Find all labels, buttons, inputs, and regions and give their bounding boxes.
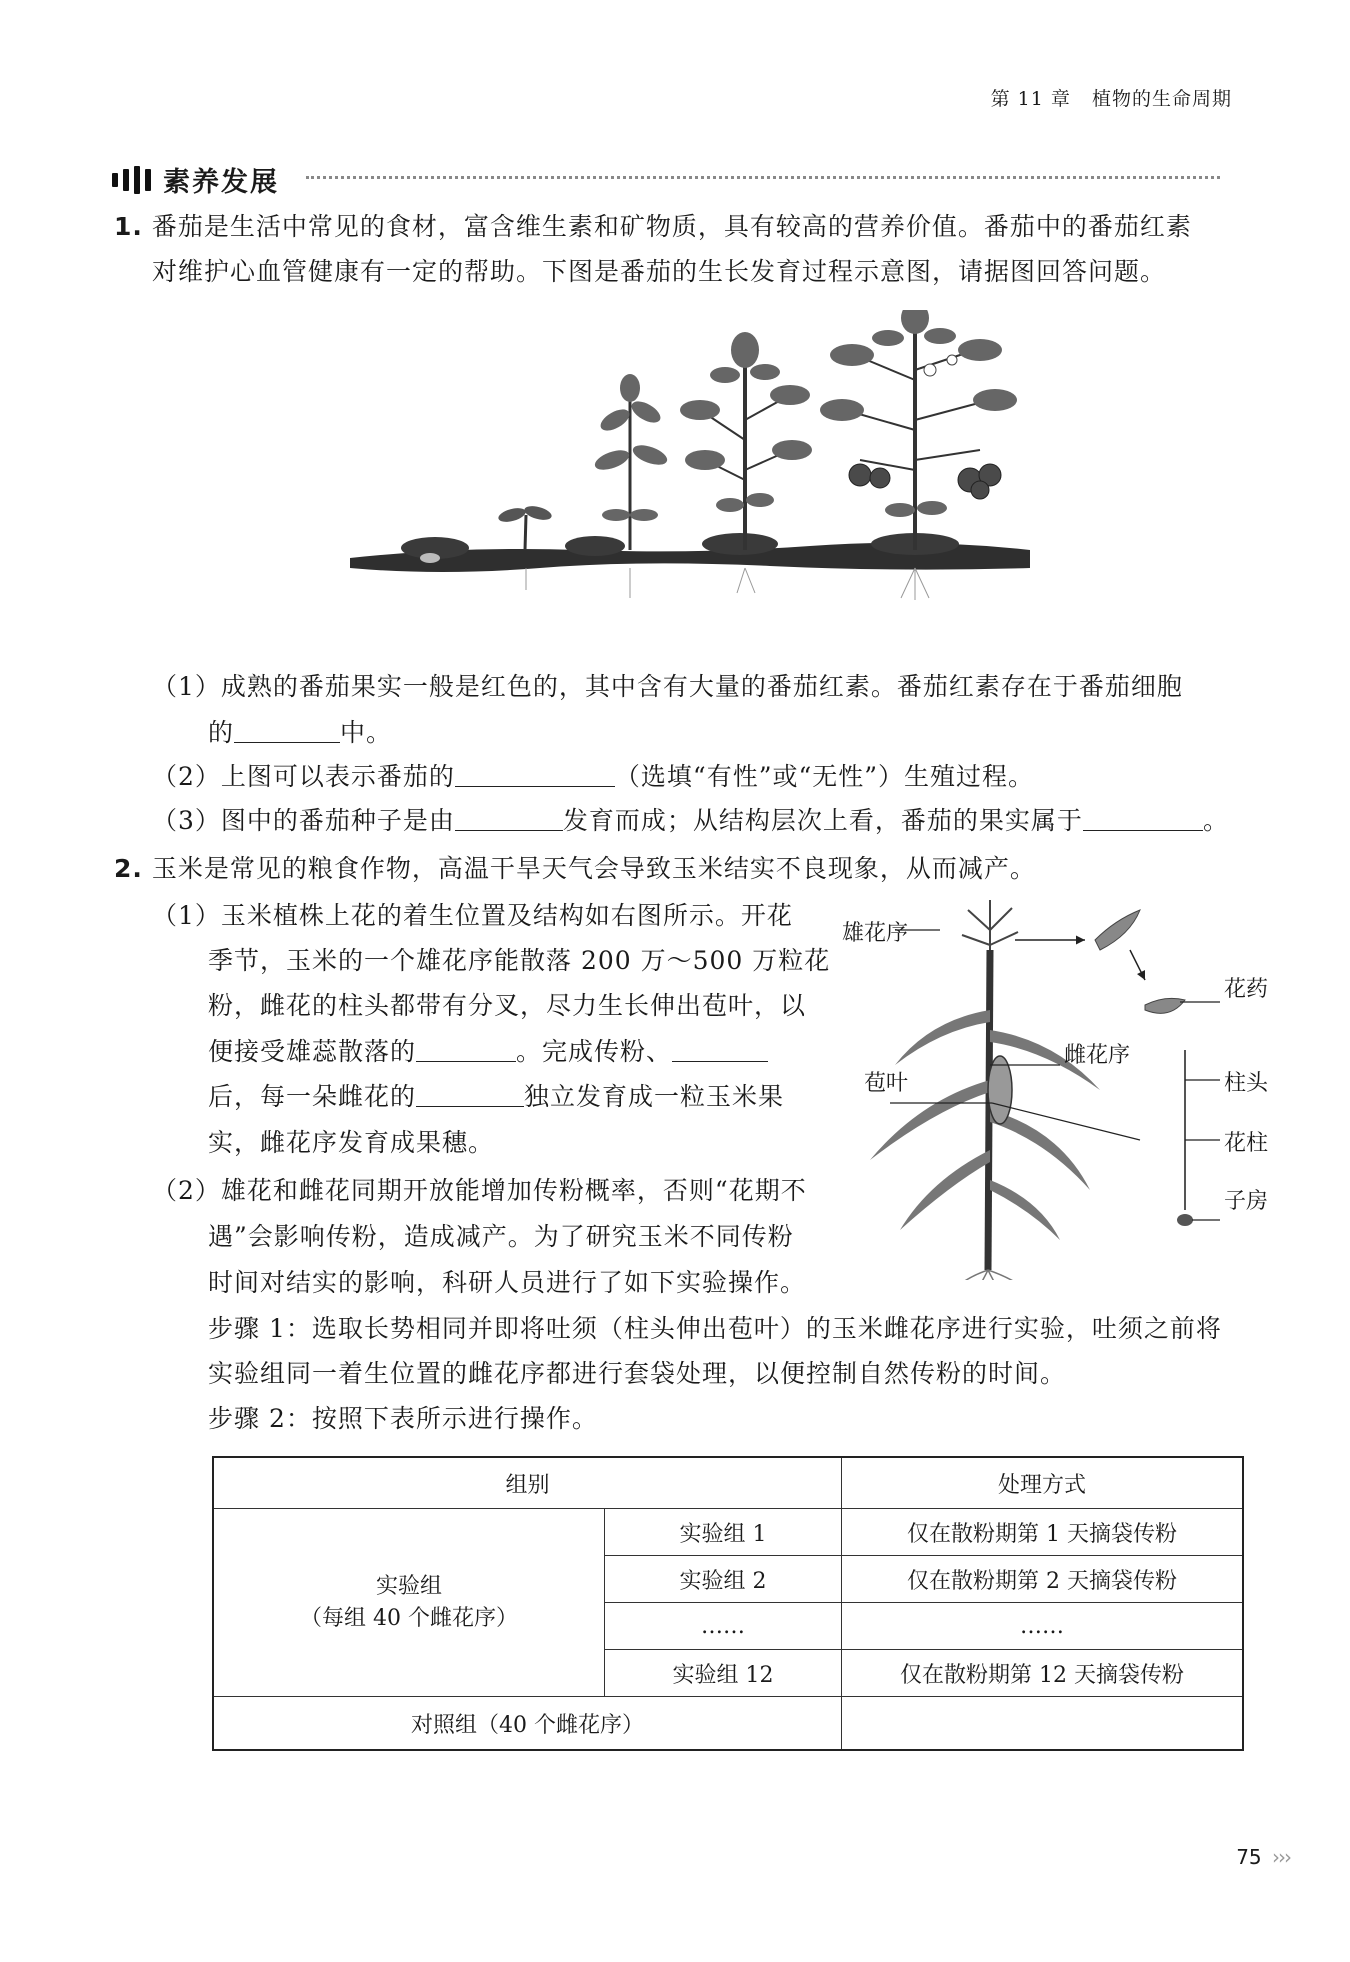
q1-part2-text-pre: （2）上图可以表示番茄的 — [152, 762, 455, 791]
running-header — [991, 84, 1232, 111]
q2-part1-l5-pre: 后，每一朵雌花的 — [208, 1082, 417, 1111]
q2-part1-line3: 粉，雌花的柱头都带有分叉，尽力生长伸出苞叶，以 — [208, 991, 807, 1020]
label-bract: 苞叶 — [864, 1071, 909, 1096]
answer-blank[interactable] — [455, 760, 615, 787]
q2-step2: 步骤 2：按照下表所示进行操作。 — [208, 1404, 598, 1433]
label-male-inflorescence: 雄花序 — [842, 921, 909, 946]
q1-part3-text-post: 。 — [1202, 806, 1229, 835]
q2-part2-line1: （2）雄花和雌花同期开放能增加传粉概率，否则“花期不 — [152, 1176, 807, 1205]
q2-part1-l4-mid: 。完成传粉、 — [516, 1037, 673, 1066]
method-cell: 仅在散粉期第 2 天摘袋传粉 — [842, 1556, 1244, 1603]
group-name-cell: 实验组 1 — [605, 1509, 842, 1556]
q2-part1-line6: 实，雌花序发育成果穗。 — [208, 1128, 495, 1157]
page-number: 75 — [1236, 1845, 1262, 1869]
q2-part1-line1: （1）玉米植株上花的着生位置及结构如右图所示。开花 — [152, 901, 793, 930]
section-heading — [112, 160, 279, 199]
q2-part2-line2: 遇”会影响传粉，造成减产。为了研究玉米不同传粉 — [208, 1222, 794, 1251]
page-footer — [1236, 1845, 1290, 1869]
dotted-divider — [306, 176, 1220, 179]
young-plant-icon — [592, 374, 669, 550]
group-name-cell: …… — [605, 1603, 842, 1650]
bars-icon — [112, 166, 151, 194]
q1-part2-text-post: （选填“有性”或“无性”）生殖过程。 — [614, 762, 1035, 791]
group-name-cell: 实验组 2 — [605, 1556, 842, 1603]
q1-stem-text1: 番茄是生活中常见的食材，富含维生素和矿物质，具有较高的营养价值。番茄中的番茄红素 — [151, 212, 1192, 241]
table-header-method: 处理方式 — [842, 1457, 1244, 1509]
q2-stem — [114, 850, 1036, 888]
answer-blank[interactable] — [234, 716, 340, 743]
tomato-growth-figure — [340, 310, 1040, 620]
table-row — [213, 1509, 1243, 1556]
q2-step1-line1: 步骤 1：选取长势相同并即将吐须（柱头伸出苞叶）的玉米雌花序进行实验，吐须之前将 — [208, 1314, 1222, 1343]
answer-blank[interactable] — [416, 1035, 516, 1062]
q1-part1-text-post: 中。 — [340, 718, 393, 747]
chapter-number: 第 11 章 — [990, 88, 1071, 110]
q2-stem-text: 玉米是常见的粮食作物，高温干旱天气会导致玉米结实不良现象，从而减产。 — [151, 854, 1036, 883]
experiment-table — [212, 1456, 1244, 1751]
q1-part2 — [152, 758, 1034, 796]
q1-part1-line1: （1）成熟的番茄果实一般是红色的，其中含有大量的番茄红素。番茄红素存在于番茄细胞 — [152, 672, 1183, 701]
experimental-group-note: （每组 40 个雌花序） — [300, 1605, 518, 1631]
chevrons-icon: ››› — [1272, 1845, 1290, 1869]
q1-part3 — [152, 802, 1229, 840]
q2-step1-line2: 实验组同一着生位置的雌花序都进行套袋处理，以便控制自然传粉的时间。 — [208, 1359, 1067, 1388]
q1-stem-line2: 对维护心血管健康有一定的帮助。下图是番茄的生长发育过程示意图，请据图回答问题。 — [152, 257, 1167, 286]
method-cell: 仅在散粉期第 1 天摘袋传粉 — [842, 1509, 1244, 1556]
answer-blank[interactable] — [672, 1035, 768, 1062]
q2-part1-line5 — [208, 1078, 784, 1116]
experimental-group-cell — [213, 1509, 605, 1697]
section-title: 素养发展 — [163, 167, 279, 198]
group-name-cell: 实验组 12 — [605, 1650, 842, 1697]
label-style: 花柱 — [1224, 1131, 1269, 1156]
tassel-icon — [962, 900, 1018, 950]
table-header-group: 组别 — [213, 1457, 842, 1509]
seedling-icon — [497, 504, 553, 550]
chapter-title: 植物的生命周期 — [1091, 88, 1232, 110]
answer-blank[interactable] — [1083, 804, 1203, 831]
q1-number: 1. — [114, 212, 143, 241]
q2-part1-l4-pre: 便接受雄蕊散落的 — [208, 1037, 417, 1066]
method-cell: 仅在散粉期第 12 天摘袋传粉 — [842, 1650, 1244, 1697]
fruiting-plant-icon — [820, 310, 1017, 550]
method-cell: …… — [842, 1603, 1244, 1650]
growing-plant-icon — [680, 332, 812, 550]
q1-part1-text-pre: 的 — [208, 718, 235, 747]
q1-part1-line2 — [208, 714, 392, 752]
control-method-cell — [842, 1697, 1244, 1751]
q2-part1-line2: 季节，玉米的一个雄花序能散落 200 万～500 万粒花 — [208, 946, 831, 975]
q2-number: 2. — [114, 854, 143, 883]
table-row — [213, 1697, 1243, 1751]
control-group-cell: 对照组（40 个雌花序） — [213, 1697, 842, 1751]
answer-blank[interactable] — [416, 1080, 524, 1107]
label-female-inflorescence: 雌花序 — [1064, 1043, 1131, 1068]
q1-stem-line1 — [114, 208, 1192, 246]
label-anther: 花药 — [1224, 977, 1269, 1002]
answer-blank[interactable] — [455, 804, 563, 831]
experimental-group-label: 实验组 — [375, 1573, 442, 1599]
q2-part1-l5-post: 独立发育成一粒玉米果 — [524, 1082, 785, 1111]
q2-part2-line3: 时间对结实的影响，科研人员进行了如下实验操作。 — [208, 1268, 807, 1297]
label-stigma: 柱头 — [1224, 1071, 1269, 1096]
label-ovary: 子房 — [1224, 1189, 1269, 1214]
q1-part3-text-pre: （3）图中的番茄种子是由 — [152, 806, 455, 835]
q2-part1-line4 — [208, 1033, 768, 1071]
q1-part3-text-mid: 发育而成；从结构层次上看，番茄的果实属于 — [562, 806, 1083, 835]
